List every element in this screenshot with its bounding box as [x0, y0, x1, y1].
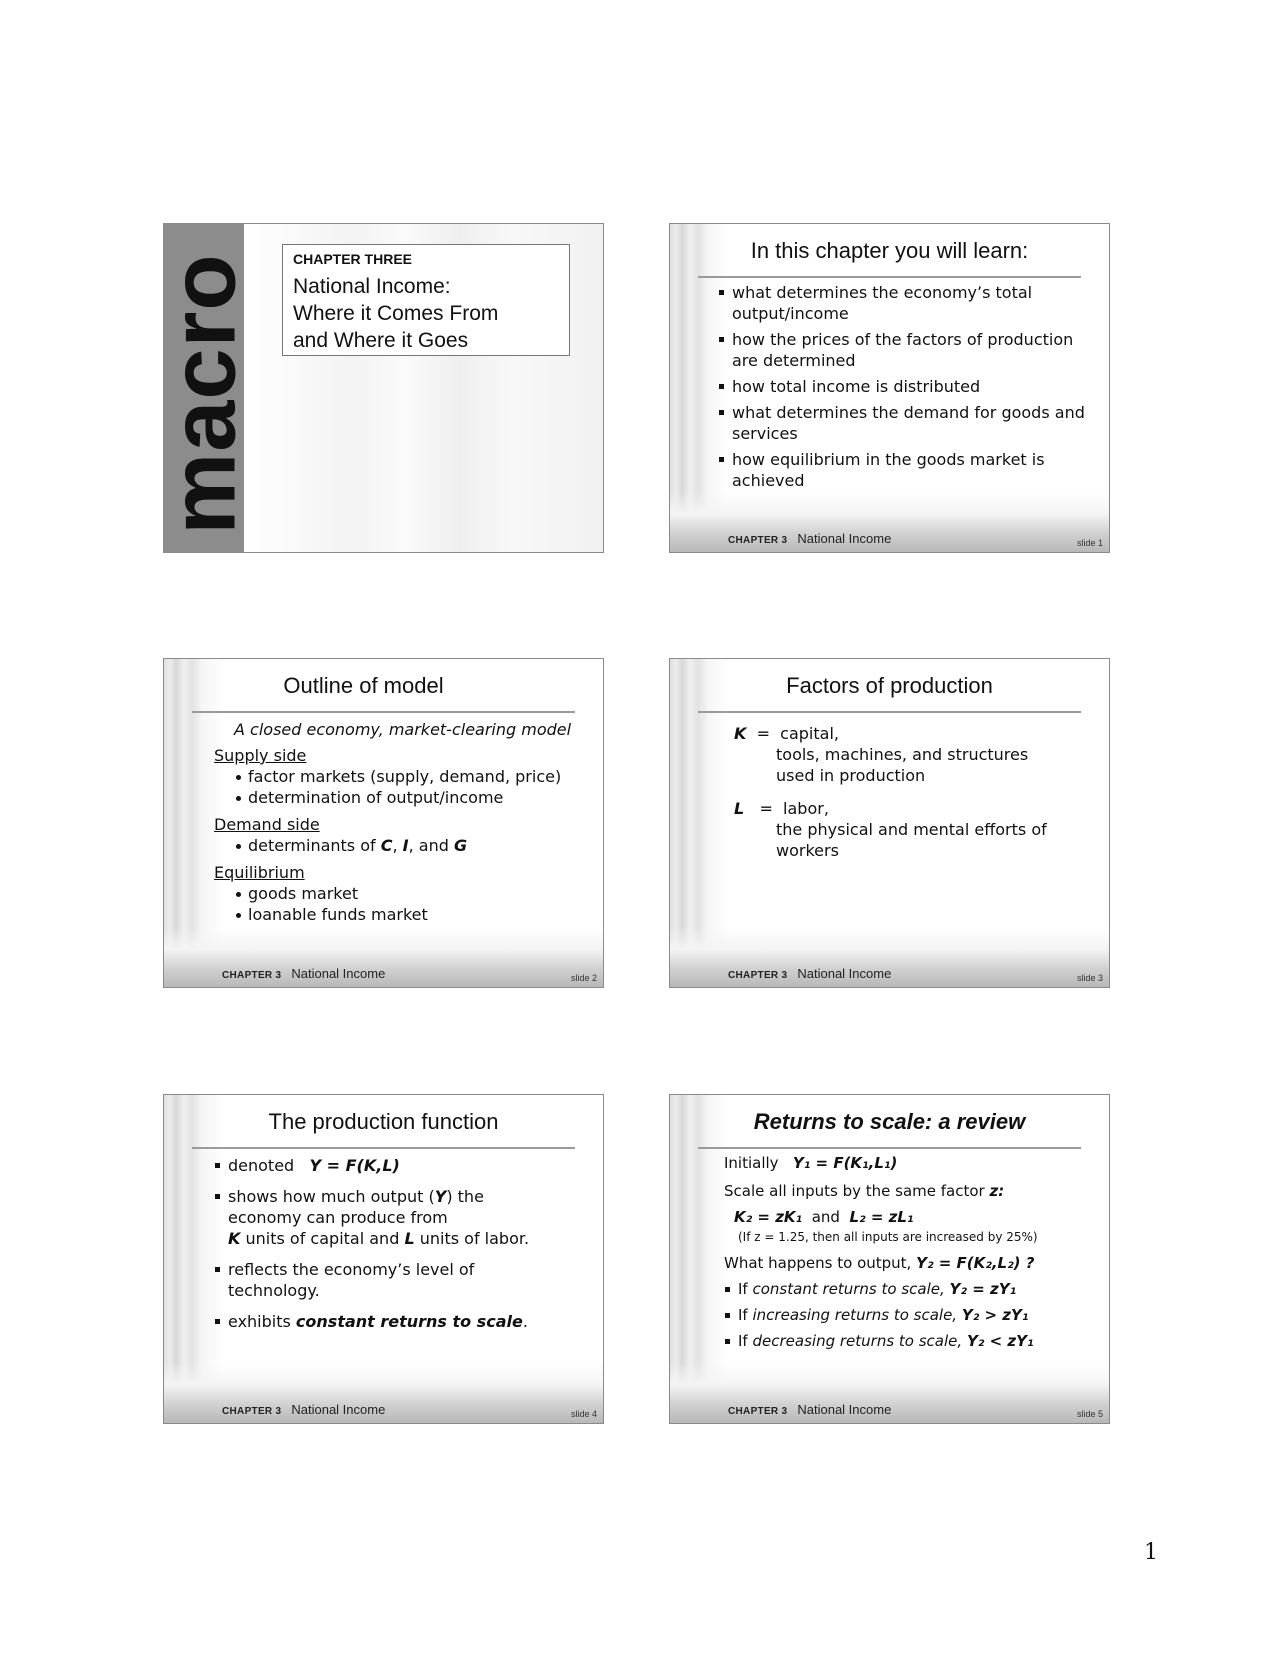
slide-2 — [163, 658, 604, 988]
slide-body — [718, 282, 1088, 496]
slide-1 — [669, 223, 1110, 553]
slide-footer: CHAPTER 3 National Income — [728, 531, 892, 546]
cover-title-line3: and Where it Goes — [293, 329, 469, 352]
list-item: loanable funds market — [214, 904, 584, 925]
scale-line: Scale all inputs by the same factor z: — [724, 1182, 1005, 1200]
slide-number: slide 5 — [1076, 1409, 1103, 1419]
slide-3 — [669, 658, 1110, 988]
slide-number: slide 4 — [570, 1409, 597, 1419]
cover-brand: macro — [152, 253, 255, 535]
list-item: goods market — [214, 883, 584, 904]
scale-note: (If z = 1.25, then all inputs are increased by 25%) — [738, 1230, 1038, 1244]
bullet-item: reflects the economy’s level of technology. — [214, 1259, 584, 1301]
slide-4 — [163, 1094, 604, 1424]
slide-footer: CHAPTER 3 National Income — [728, 966, 892, 981]
list-item: determination of output/income — [214, 787, 584, 808]
slide-footer: CHAPTER 3 National Income — [728, 1402, 892, 1417]
supply-heading: Supply side — [214, 746, 307, 765]
slide-title: Factors of production — [786, 673, 993, 698]
slide-number: slide 1 — [1076, 538, 1103, 548]
slide-number: slide 2 — [570, 973, 597, 983]
slide-body — [214, 719, 584, 925]
cover-chapter-label: CHAPTER THREE — [293, 251, 413, 267]
cover-slide — [152, 223, 604, 553]
capital-desc-2: used in production — [776, 766, 926, 785]
output-question: What happens to output, Y₂ = F(K₂,L₂) ? — [724, 1254, 1035, 1272]
bullet-item: exhibits constant returns to scale. — [214, 1311, 584, 1332]
capital-def: K = capital, — [734, 724, 839, 743]
initial-line: Initially Y₁ = F(K₁,L₁) — [724, 1154, 898, 1172]
slide-footer: CHAPTER 3 National Income — [222, 1402, 386, 1417]
cover-title-line1: National Income: — [293, 275, 451, 298]
bullet-item: If constant returns to scale, Y₂ = zY₁ — [724, 1279, 1094, 1299]
slide-body — [214, 1155, 584, 1337]
list-item: determinants of C, I, and G — [214, 835, 584, 856]
bullet-item: what determines the economy’s total output/income — [718, 282, 1088, 324]
cover-band — [152, 224, 255, 552]
labor-desc-1: the physical and mental efforts of — [776, 820, 1047, 839]
bullet-item: shows how much output (Y) the economy can produce from K units of capital and L units of labor. — [214, 1186, 584, 1249]
page-number: 1 — [1144, 1540, 1158, 1565]
cover-title-line2: Where it Comes From — [293, 302, 499, 325]
slide-5 — [669, 1094, 1110, 1424]
bullet-item: If increasing returns to scale, Y₂ > zY₁ — [724, 1305, 1094, 1325]
bullet-item: If decreasing returns to scale, Y₂ < zY₁ — [724, 1331, 1094, 1351]
bullet-item: how the prices of the factors of production are determined — [718, 329, 1088, 371]
bullet-item: how total income is distributed — [718, 376, 1088, 397]
cover-title-box — [282, 244, 570, 356]
slide-body — [734, 723, 1074, 861]
labor-desc-2: workers — [776, 841, 839, 860]
slide-title: Outline of model — [283, 673, 444, 698]
labor-def: L = labor, — [734, 799, 829, 818]
bullet-item: what determines the demand for goods and services — [718, 402, 1088, 444]
title-rule — [698, 276, 1081, 278]
title-rule — [192, 1147, 575, 1149]
slide-number: slide 3 — [1076, 973, 1103, 983]
title-rule — [698, 1147, 1081, 1149]
equilibrium-heading: Equilibrium — [214, 863, 305, 882]
slide-title: Returns to scale: a review — [753, 1109, 1026, 1134]
bullet-item: how equilibrium in the goods market is achieved — [718, 449, 1088, 491]
list-item: factor markets (supply, demand, price) — [214, 766, 584, 787]
model-subtitle: A closed economy, market-clearing model — [234, 720, 572, 739]
slide-body — [724, 1153, 1094, 1356]
demand-heading: Demand side — [214, 815, 320, 834]
scaled-inputs: K₂ = zK₁ and L₂ = zL₁ — [734, 1208, 914, 1226]
capital-desc-1: tools, machines, and structures — [776, 745, 1029, 764]
title-rule — [698, 711, 1081, 713]
slide-title: In this chapter you will learn: — [750, 238, 1029, 263]
slide-footer: CHAPTER 3 National Income — [222, 966, 386, 981]
bullet-item: denoted Y = F(K,L) — [214, 1155, 584, 1176]
title-rule — [192, 711, 575, 713]
slide-title: The production function — [268, 1109, 499, 1134]
